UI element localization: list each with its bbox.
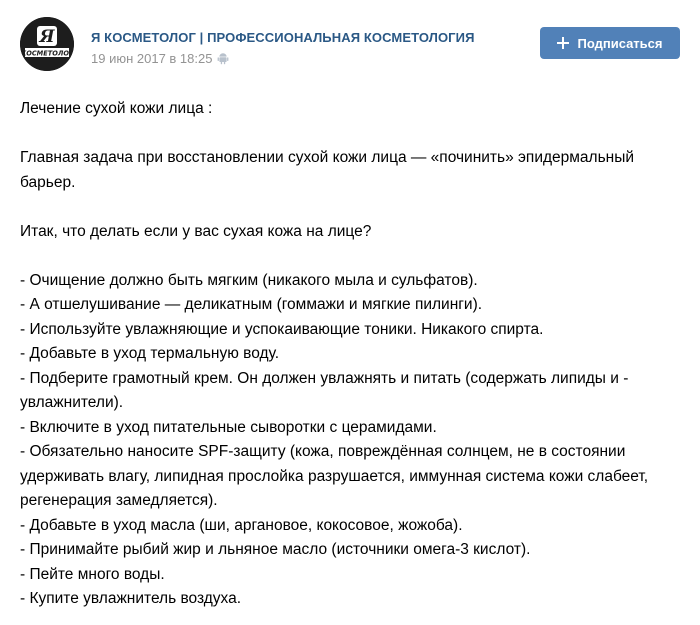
list-item: - Добавьте в уход термальную воду. xyxy=(20,345,280,362)
list-item: - А отшелушивание — деликатным (гоммажи и мягкие пилинги). xyxy=(20,296,483,313)
list-item: - Включите в уход питательные сыворотки с церамидами. xyxy=(20,418,437,436)
list-item: - Обязательно наносите SPF-защиту (кожа, повреждённая солнцем, не в состоянии удерживать влагу, липидная прослойка разрушается, иммунная система кожи слабеет, регенерация замедляется). xyxy=(20,443,649,509)
post-title: Лечение сухой кожи лица : xyxy=(20,100,213,117)
logo-letter: Я xyxy=(39,27,55,47)
android-icon xyxy=(217,52,229,65)
post-meta xyxy=(91,51,229,66)
avatar[interactable] xyxy=(20,17,74,71)
list-item: - Принимайте рыбий жир и льняное масло (источники омега-3 кислот). xyxy=(20,541,531,558)
post-question: Итак, что делать если у вас сухая кожа на лице? xyxy=(20,222,372,240)
logo-text: КОСМЕТОЛОГ xyxy=(20,49,74,58)
list-item: - Очищение должно быть мягким (никакого мыла и сульфатов). xyxy=(20,271,478,289)
subscribe-button[interactable] xyxy=(540,27,680,59)
list-item: - Пейте много воды. xyxy=(20,565,165,583)
list-item: - Используйте увлажняющие и успокаивающие тоники. Никакого спирта. xyxy=(20,320,544,338)
list-item: - Купите увлажнитель воздуха. xyxy=(20,590,242,607)
post-text xyxy=(20,97,690,612)
tips-list xyxy=(20,269,690,612)
plus-icon xyxy=(557,37,569,49)
author-name-link[interactable]: Я КОСМЕТОЛОГ | ПРОФЕССИОНАЛЬНАЯ КОСМЕТОЛОГИЯ xyxy=(91,30,475,45)
post-date[interactable]: 19 июн 2017 в 18:25 xyxy=(91,51,213,66)
list-item: - Добавьте в уход масла (ши, аргановое, кокосовое, жожоба). xyxy=(20,516,463,534)
post-header xyxy=(0,0,700,90)
cosmetologist-logo-icon xyxy=(20,17,74,71)
list-item: - Подберите грамотный крем. Он должен увлажнять и питать (содержать липиды и - увлажнители). xyxy=(20,369,629,411)
post-intro: Главная задача при восстановлении сухой кожи лица — «починить» эпидермальный барьер. xyxy=(20,149,635,191)
subscribe-label: Подписаться xyxy=(577,35,663,51)
